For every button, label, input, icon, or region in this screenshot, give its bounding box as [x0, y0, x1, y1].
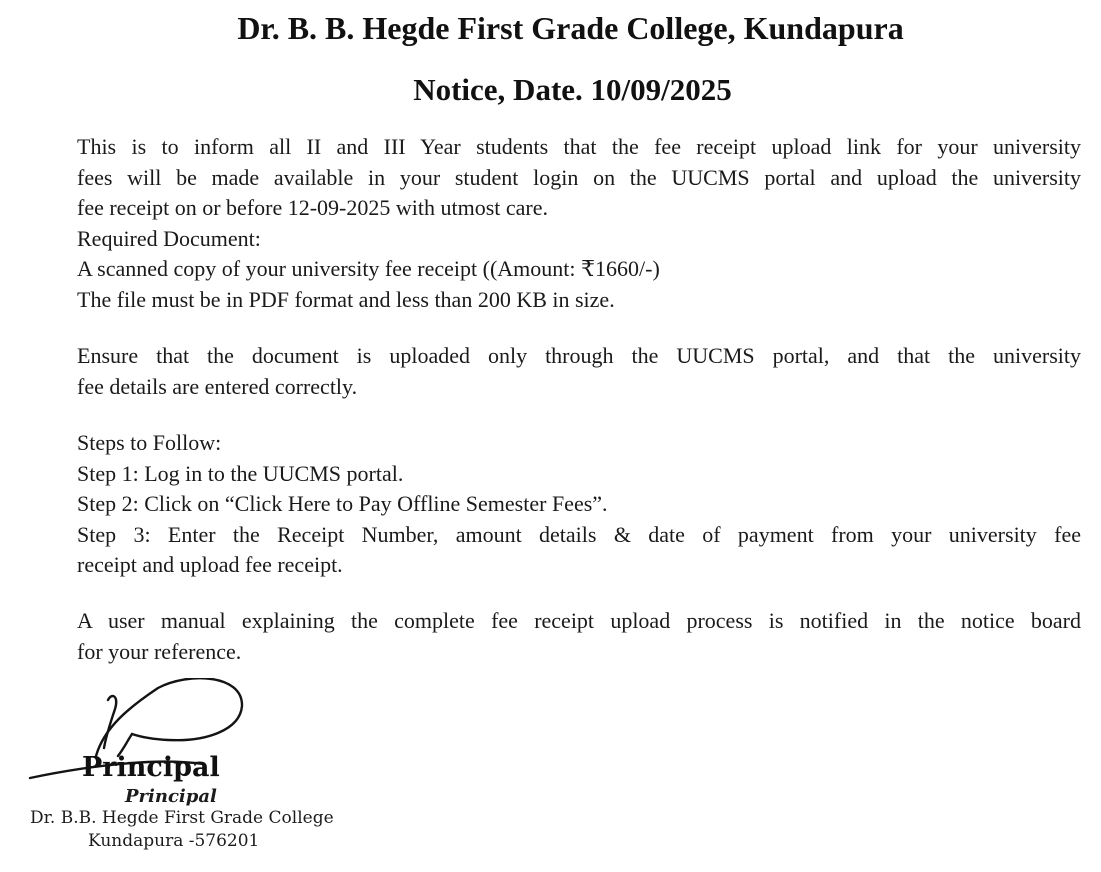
- step-item: Step 2: Click on “Click Here to Pay Offline Semester Fees”.: [77, 491, 608, 516]
- ensure-paragraph: [77, 341, 1081, 402]
- intro-paragraph: [77, 132, 1081, 315]
- step-item: Step 1: Log in to the UUCMS portal.: [77, 460, 404, 486]
- manual-paragraph: [77, 606, 1081, 667]
- steps-heading: Steps to Follow:: [77, 430, 222, 455]
- intro-line: This is to inform all II and III Year students that the fee receipt upload link for your university: [77, 134, 1081, 159]
- manual-line: for your reference.: [77, 638, 242, 664]
- step-item-continued: receipt and upload fee receipt.: [77, 552, 343, 577]
- stamp-city: Kundapura -576201: [88, 831, 260, 851]
- intro-line: fees will be made available in your student login on the UUCMS portal and upload the university: [77, 164, 1081, 190]
- ensure-line: fee details are entered correctly.: [77, 373, 358, 399]
- file-format-requirement: The file must be in PDF format and less than 200 KB in size.: [77, 286, 615, 312]
- required-document-label: Required Document:: [77, 225, 261, 251]
- steps-section: [77, 428, 1081, 581]
- stamp-college-name: Dr. B.B. Hegde First Grade College: [30, 808, 334, 828]
- notice-date-heading: Notice, Date. 10/09/2025: [413, 72, 732, 107]
- ensure-line: Ensure that the document is uploaded only through the UUCMS portal, and that the university: [77, 343, 1081, 368]
- required-document-item: A scanned copy of your university fee receipt ((Amount: ₹1660/-): [77, 256, 660, 281]
- manual-line: A user manual explaining the complete fee receipt upload process is notified in the notice board: [77, 608, 1081, 633]
- college-title: Dr. B. B. Hegde First Grade College, Kundapura: [237, 10, 904, 46]
- step-item: Step 3: Enter the Receipt Number, amount details & date of payment from your university fee: [77, 521, 1081, 547]
- stamp-title: Principal: [125, 786, 217, 807]
- signature-principal-label: Principal: [82, 752, 220, 783]
- intro-line: fee receipt on or before 12-09-2025 with utmost care.: [77, 195, 548, 220]
